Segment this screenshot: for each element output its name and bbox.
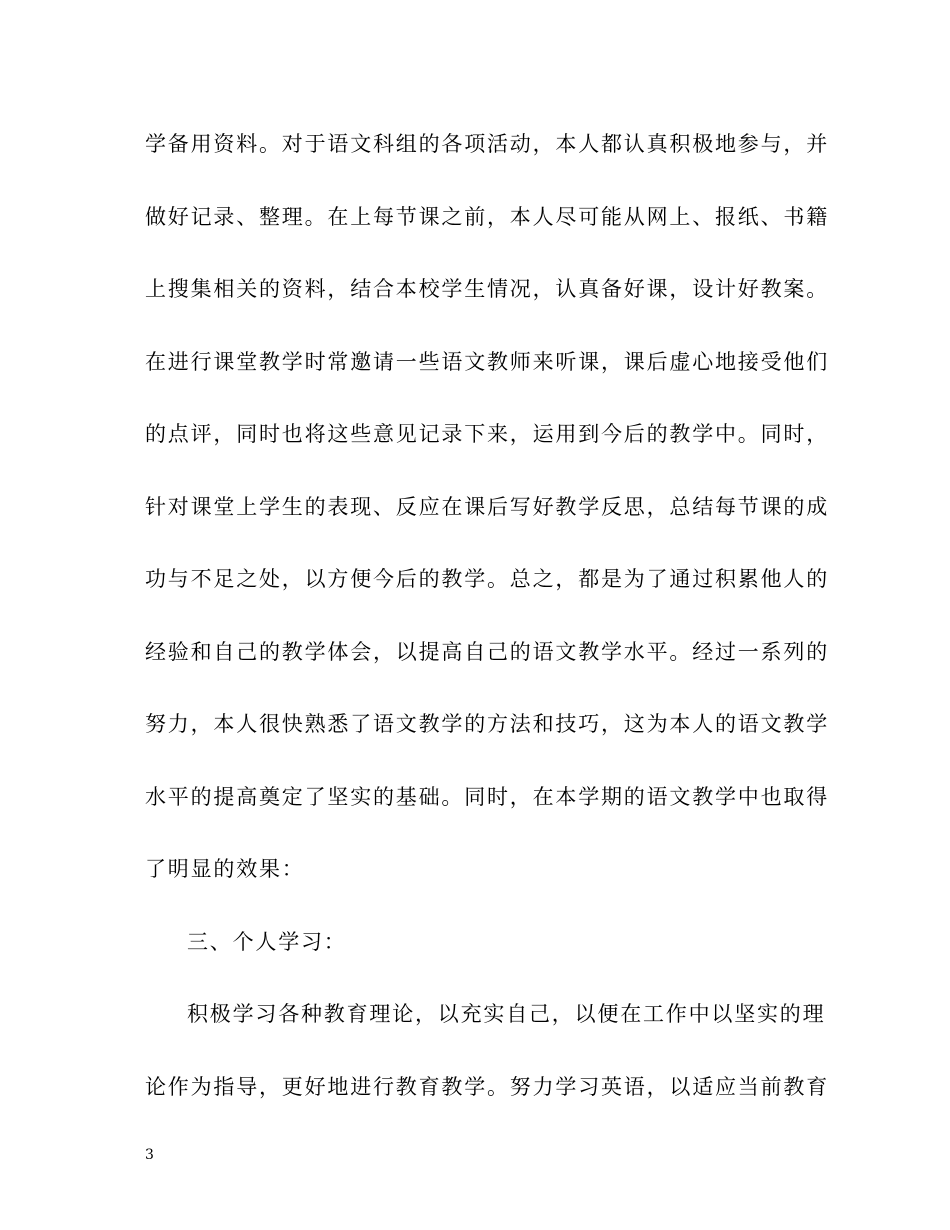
text-line: 三、个人学习：: [187, 929, 347, 954]
text-line: 做好记录、整理。在上每节课之前，本人尽可能从网上、报纸、书籍: [145, 204, 829, 229]
body-text: [145, 118, 829, 1133]
text-line: 水平的提高奠定了坚实的基础。同时，在本学期的语文教学中也取得: [145, 784, 829, 809]
text-line: 在进行课堂教学时常邀请一些语文教师来听课，课后虚心地接受他们: [145, 349, 829, 374]
text-line: 经验和自己的教学体会，以提高自己的语文教学水平。经过一系列的: [145, 639, 829, 664]
text-line: 论作为指导，更好地进行教育教学。努力学习英语，以适应当前教育: [145, 1074, 829, 1099]
text-line: 积极学习各种教育理论，以充实自己，以便在工作中以坚实的理: [187, 1002, 826, 1026]
text-line: 学备用资料。对于语文科组的各项活动，本人都认真积极地参与，并: [145, 132, 829, 156]
text-line: 上搜集相关的资料，结合本校学生情况，认真备好课，设计好教案。: [145, 277, 829, 301]
text-line: 针对课堂上学生的表现、反应在课后写好教学反思，总结每节课的成: [145, 494, 829, 519]
page-number: 3: [145, 1147, 154, 1163]
text-line: 功与不足之处，以方便今后的教学。总之，都是为了通过积累他人的: [145, 567, 829, 591]
text-line: 努力，本人很快熟悉了语文教学的方法和技巧，这为本人的语文教学: [145, 712, 829, 736]
text-line: 的点评，同时也将这些意见记录下来，运用到今后的教学中。同时，: [145, 422, 829, 446]
text-line: 了明显的效果：: [145, 857, 305, 881]
